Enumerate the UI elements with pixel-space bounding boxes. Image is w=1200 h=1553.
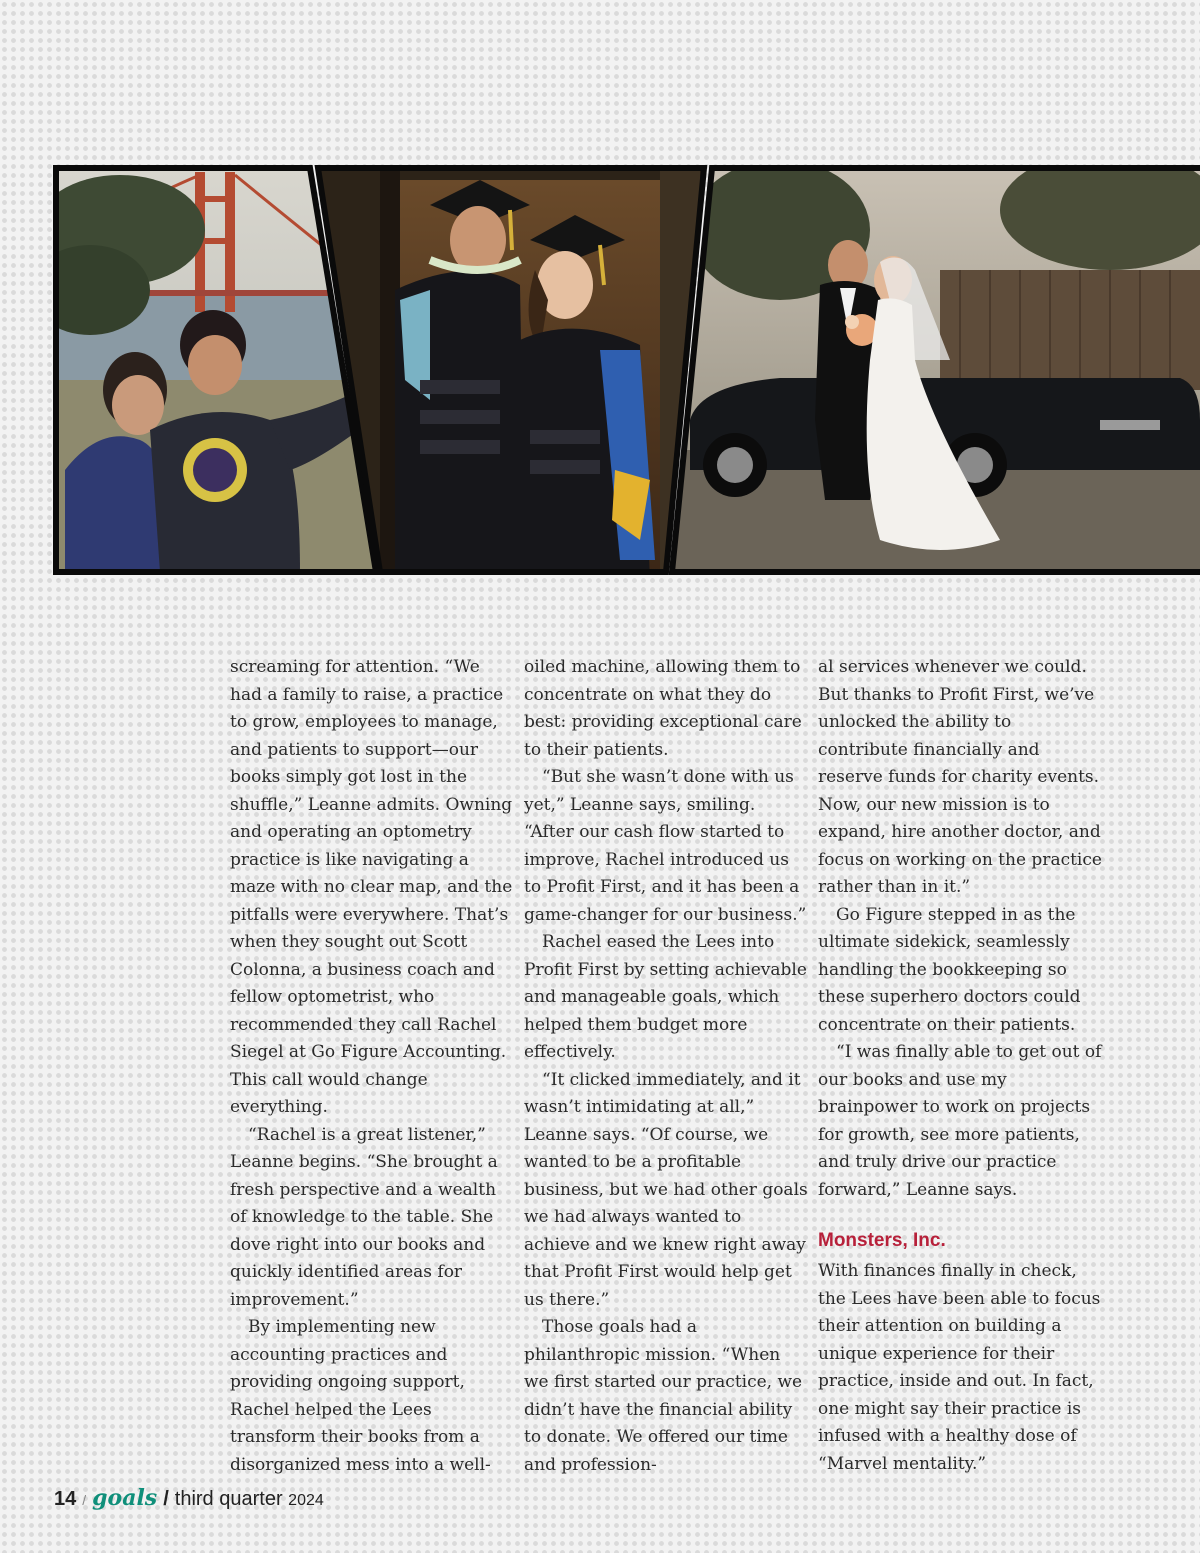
article-paragraph: al services whenever we could. But thanks to Profit First, we’ve unlocked the ability to contribute financially and reserve funds for charity events. Now, our new mission is to expand, hire another doctor, and focus on working on the practice rather than in it.”	[818, 657, 1102, 897]
page-number: 14	[54, 1488, 77, 1510]
article-column-3	[818, 654, 1102, 1478]
footer-separator: /	[163, 1488, 169, 1510]
photo-strip	[0, 0, 1200, 600]
article-paragraph: screaming for attention. “We had a family to raise, a practice to grow, employees to manage, and patients to support—our books simply got lost in the shuffle,” Leanne admits. Owning and operating an optometry practice is like navigating a maze with no clear map, and the pitfalls were everywhere. That’s when they sought out Scott Colonna, a business coach and fellow optometrist, who recommended they call Rachel Siegel at Go Figure Accounting. This call would change everything.	[230, 657, 513, 1117]
issue-year: 2024	[288, 1492, 324, 1509]
article-paragraph: oiled machine, allowing them to concentrate on what they do best: providing exceptional care to their patients.	[524, 657, 802, 760]
article-column-1	[230, 654, 514, 1479]
article-paragraph: Rachel eased the Lees into Profit First by setting achievable and manageable goals, which helped them budget more effectively.	[524, 932, 807, 1062]
section-subhead: Monsters, Inc.	[818, 1230, 946, 1251]
article-paragraph: “I was finally able to get out of our books and use my brainpower to work on projects for growth, see more patients, and truly drive our practice forward,” Leanne says.	[818, 1042, 1102, 1200]
article-paragraph: “But she wasn’t done with us yet,” Leanne says, smiling. “After our cash flow started to improve, Rachel introduced us to Profit First, and it has been a game-changer for our business.”	[524, 767, 807, 925]
issue-label: third quarter	[174, 1488, 283, 1510]
article-paragraph: By implementing new accounting practices and providing ongoing support, Rachel helped the Lees transform their books from a disorganized mess into a well-	[230, 1317, 491, 1475]
article-paragraph: Go Figure stepped in as the ultimate sidekick, seamlessly handling the bookkeeping so these superhero doctors could concentrate on their patients.	[818, 904, 1081, 1035]
page-footer	[54, 1485, 324, 1511]
article-column-2	[524, 654, 808, 1479]
article-paragraph: “Rachel is a great listener,” Leanne begins. “She brought a fresh perspective and a wealth of knowledge to the table. She dove right into our books and quickly identified areas for improvement.”	[230, 1124, 498, 1310]
footer-separator: /	[82, 1492, 87, 1508]
article-paragraph: “It clicked immediately, and it wasn’t intimidating at all,” Leanne says. “Of course, we wanted to be a profitable business, but we had other goals we had always wanted to achieve and we knew right away that Profit First would help get us there.”	[524, 1069, 808, 1310]
wedding-photo	[660, 150, 1200, 580]
article-paragraph: Those goals had a philanthropic mission. “When we first started our practice, we didn’t have the financial ability to donate. We offered our time and profession-	[524, 1317, 803, 1475]
article-paragraph: With finances finally in check, the Lees have been able to focus their attention on building a unique experience for their practice, inside and out. In fact, one might say their practice is infused with a healthy dose of “Marvel mentality.”	[818, 1261, 1101, 1474]
magazine-name: goals	[92, 1485, 158, 1511]
